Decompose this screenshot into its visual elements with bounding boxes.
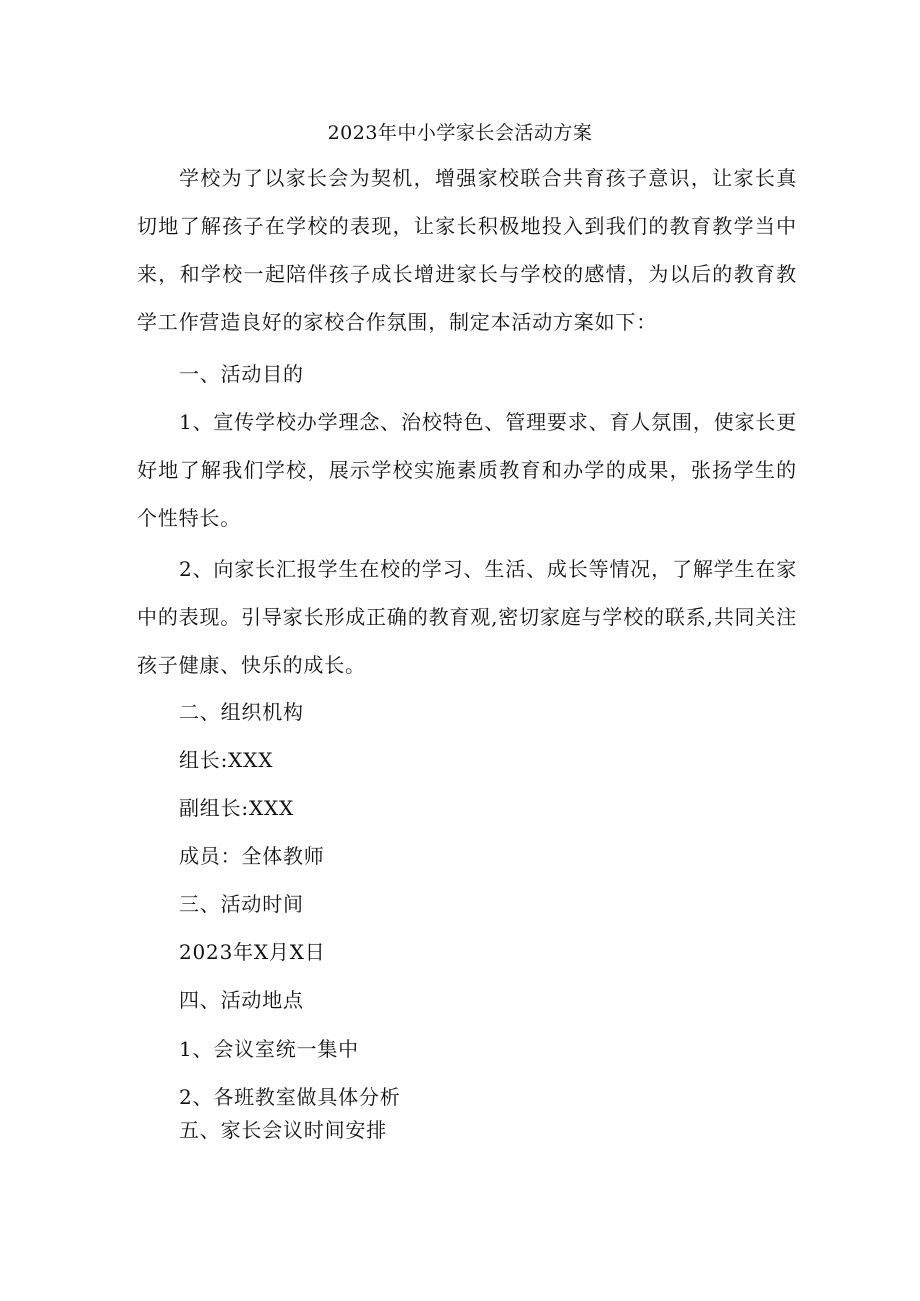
org-members: 成员：全体教师 [179,844,325,868]
org-leader: 组长:XXX [179,748,274,772]
intro-paragraph: 学校为了以家长会为契机，增强家校联合共育孩子意识，让家长真切地了解孩子在学校的表现，让家长积极地投入到我们的教育教学当中来，和学校一起陪伴孩子成长增进家长与学校的感情，为以后的教育教学工作营造良好的家校合作氛围，制定本活动方案如下： [137,166,797,334]
location-item-2: 2、各班教室做具体分析 [179,1085,401,1109]
section-heading-time: 三、活动时间 [179,892,304,916]
org-deputy-leader: 副组长:XXX [179,796,295,820]
purpose-item-2: 2、向家长汇报学生在校的学习、生活、成长等情况，了解学生在家中的表现。引导家长形成正确的教育观,密切家庭与学校的联系,共同关注孩子健康、快乐的成长。 [137,557,797,677]
section-heading-location: 四、活动地点 [179,988,304,1012]
section-heading-purpose: 一、活动目的 [179,362,304,386]
purpose-item-1: 1、宣传学校办学理念、治校特色、管理要求、育人氛围，使家长更好地了解我们学校，展示学校实施素质教育和办学的成果，张扬学生的个性特长。 [137,410,797,530]
location-item-1: 1、会议室统一集中 [179,1037,359,1061]
section-heading-schedule: 五、家长会议时间安排 [179,1118,387,1142]
activity-date: 2023年X月X日 [179,940,326,964]
section-heading-organization: 二、组织机构 [179,700,304,724]
document-title: 2023年中小学家长会活动方案 [327,122,593,144]
